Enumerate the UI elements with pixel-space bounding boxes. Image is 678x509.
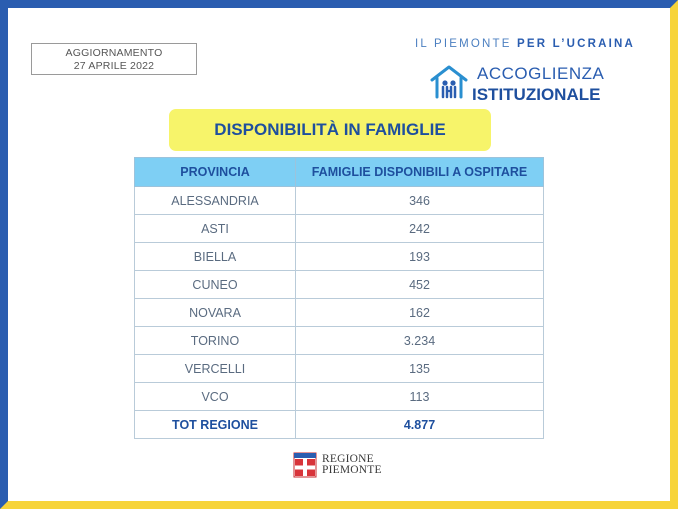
regione-piemonte-logo bbox=[293, 451, 382, 478]
campaign-tagline bbox=[415, 38, 635, 50]
families-cell: 3.234 bbox=[296, 327, 544, 355]
province-cell: VERCELLI bbox=[135, 355, 296, 383]
table-row bbox=[135, 383, 544, 411]
tagline-light: IL PIEMONTE bbox=[415, 38, 518, 50]
families-cell: 135 bbox=[296, 355, 544, 383]
province-cell: TORINO bbox=[135, 327, 296, 355]
availability-table bbox=[134, 157, 544, 439]
province-cell: VCO bbox=[135, 383, 296, 411]
province-cell: NOVARA bbox=[135, 299, 296, 327]
table-header-row bbox=[135, 158, 544, 187]
update-label: AGGIORNAMENTO bbox=[65, 47, 163, 59]
families-cell: 452 bbox=[296, 271, 544, 299]
table-row bbox=[135, 355, 544, 383]
logo-text-accoglienza: ACCOGLIENZA bbox=[477, 64, 605, 83]
table-row bbox=[135, 243, 544, 271]
house-family-icon bbox=[430, 64, 468, 100]
families-cell: 242 bbox=[296, 215, 544, 243]
province-cell: ALESSANDRIA bbox=[135, 187, 296, 215]
tagline-bold: PER L’UCRAINA bbox=[517, 38, 636, 50]
regione-piemonte-crest-icon bbox=[293, 452, 317, 478]
families-cell: 113 bbox=[296, 383, 544, 411]
column-header-provincia: PROVINCIA bbox=[135, 158, 296, 187]
table-row bbox=[135, 187, 544, 215]
table-row bbox=[135, 271, 544, 299]
families-cell: 162 bbox=[296, 299, 544, 327]
province-cell: BIELLA bbox=[135, 243, 296, 271]
table-row bbox=[135, 215, 544, 243]
families-cell: 346 bbox=[296, 187, 544, 215]
table-row bbox=[135, 327, 544, 355]
total-label: TOT REGIONE bbox=[135, 411, 296, 439]
province-cell: ASTI bbox=[135, 215, 296, 243]
footer-piemonte: PIEMONTE bbox=[322, 463, 382, 476]
province-cell: CUNEO bbox=[135, 271, 296, 299]
table-row bbox=[135, 299, 544, 327]
families-cell: 193 bbox=[296, 243, 544, 271]
column-header-famiglie: FAMIGLIE DISPONIBILI A OSPITARE bbox=[296, 158, 544, 187]
update-date: 27 APRILE 2022 bbox=[73, 60, 155, 72]
total-row bbox=[135, 411, 544, 439]
logo-text-istituzionale: ISTITUZIONALE bbox=[472, 85, 601, 104]
total-value: 4.877 bbox=[296, 411, 544, 439]
footer-regione: REGIONE bbox=[322, 452, 374, 465]
page-title: DISPONIBILITÀ IN FAMIGLIE bbox=[169, 109, 491, 151]
update-date-box bbox=[31, 43, 197, 75]
